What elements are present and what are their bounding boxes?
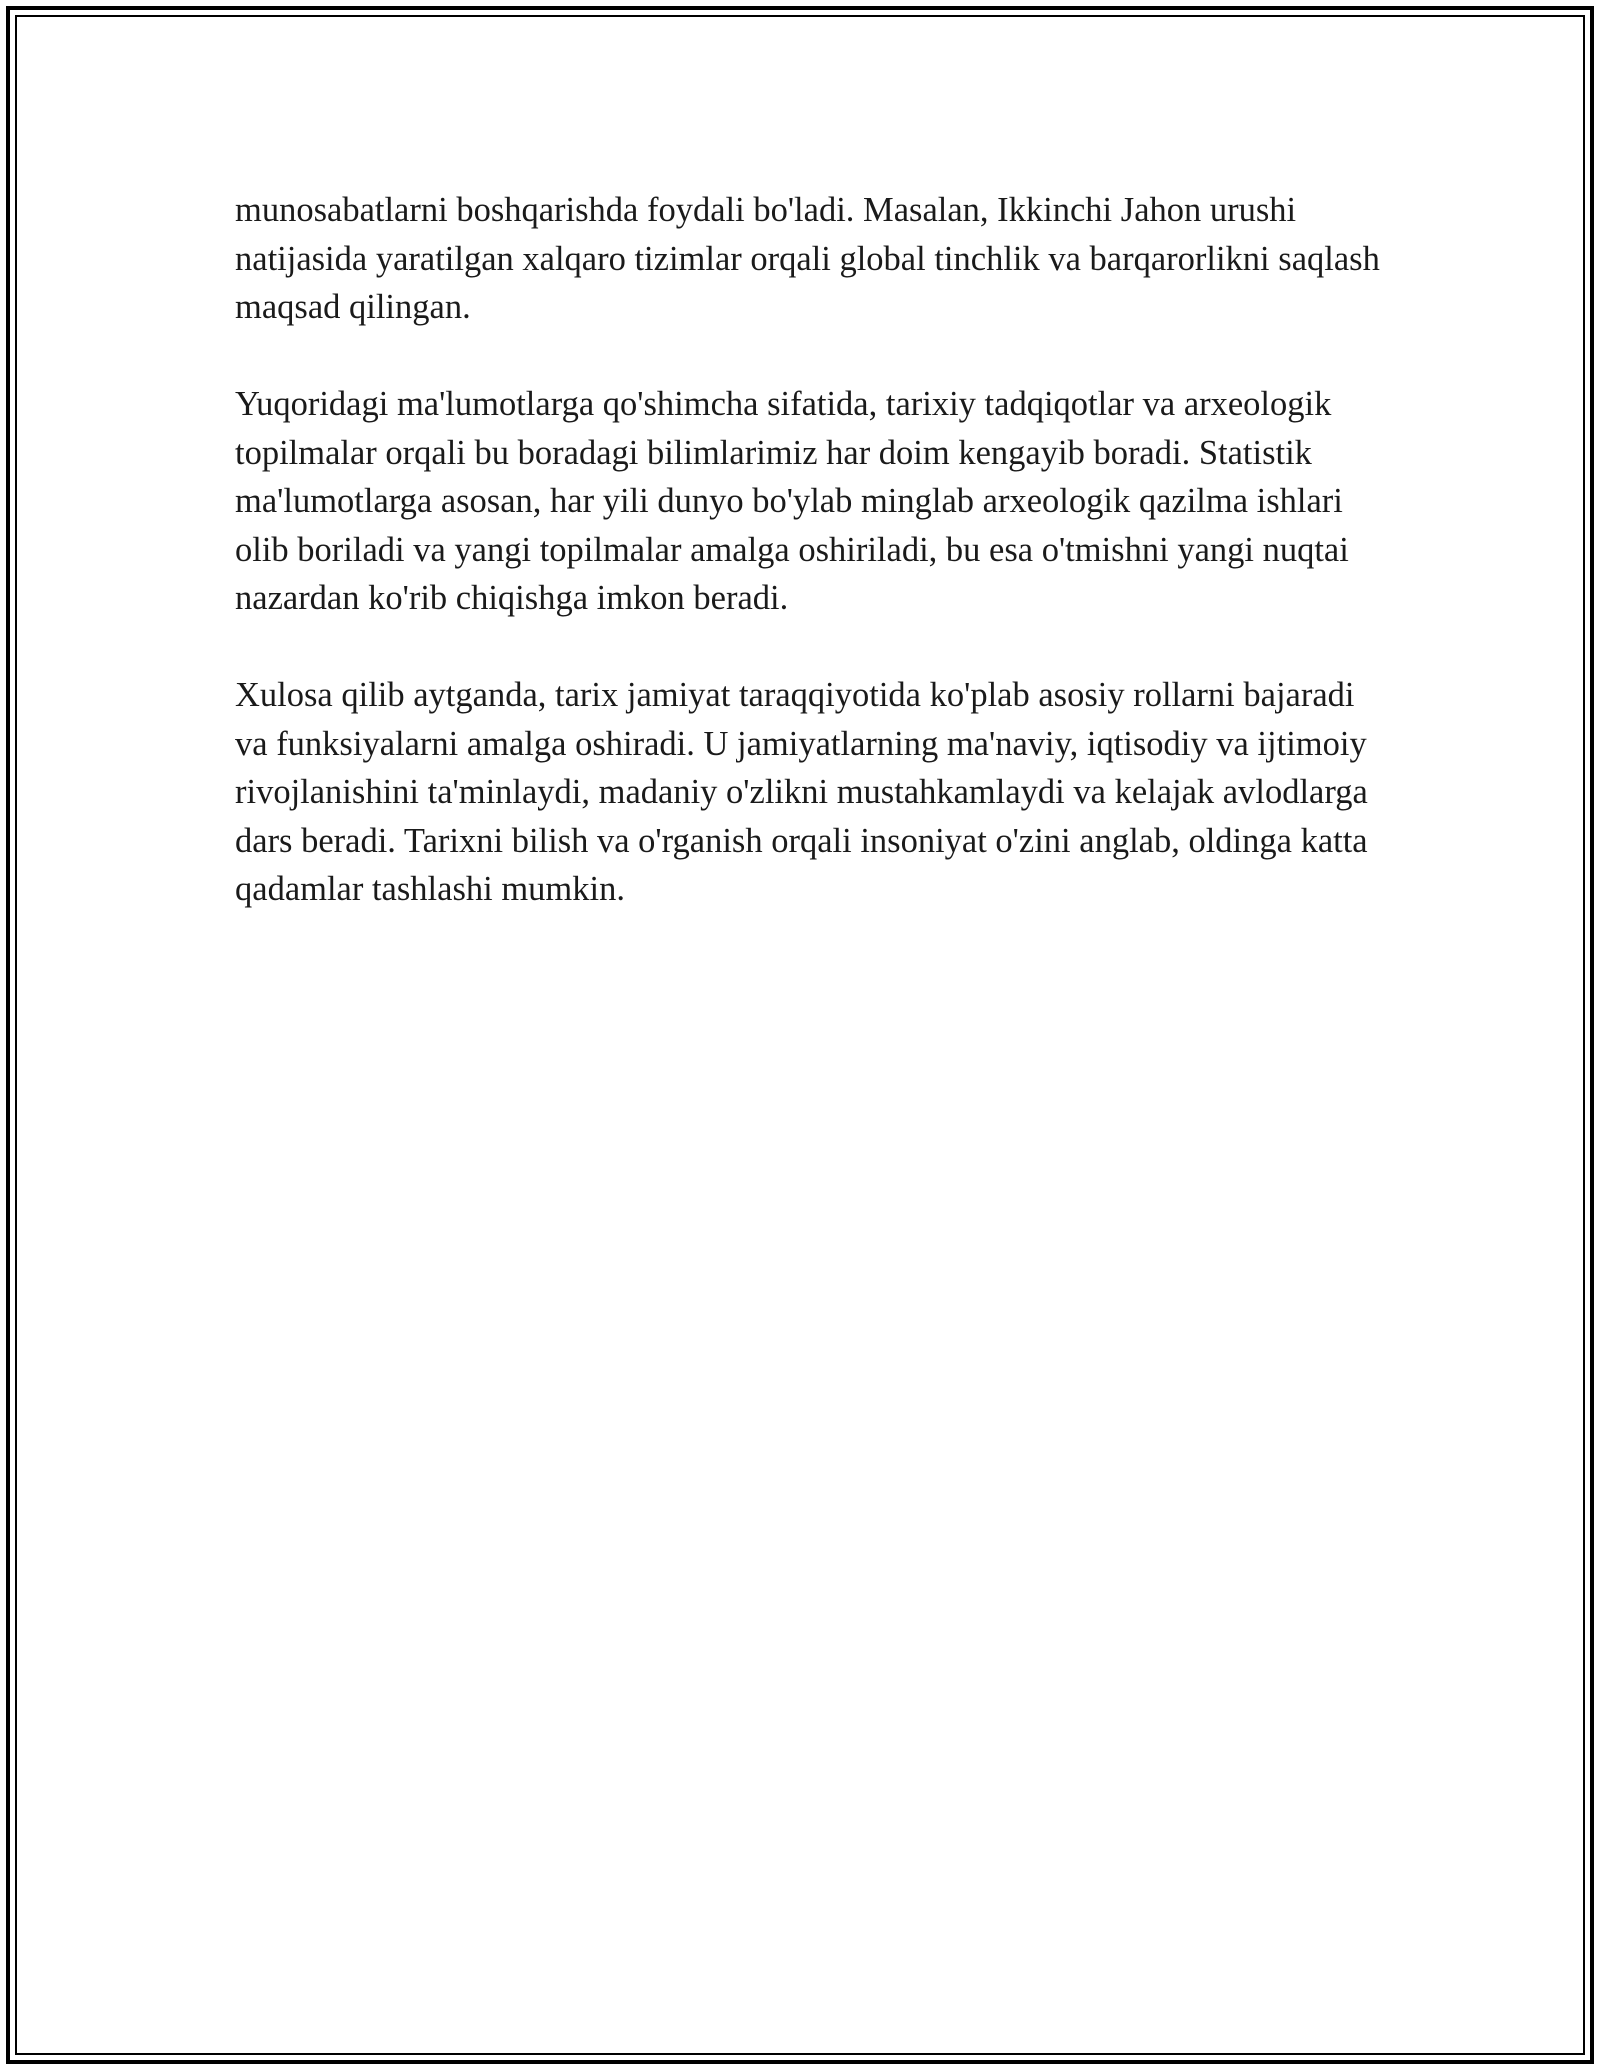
paragraph-2: Yuqoridagi ma'lumotlarga qo'shimcha sifatida, tarixiy tadqiqotlar va arxeologik topilmalar orqali bu boradagi bilimlarimiz har doim kengayib boradi. Statistik ma'lumotlarga asosan, har yili dunyo bo'ylab minglab arxeologik qazilma ishlari olib boriladi va yangi topilmalar amalga oshiriladi, bu esa o'tmishni yangi nuqtai nazardan ko'rib chiqishga imkon beradi. — [235, 385, 1349, 617]
paragraph-3: Xulosa qilib aytganda, tarix jamiyat taraqqiyotida ko'plab asosiy rollarni bajaradi va funksiyalarni amalga oshiradi. U jamiyatlarning ma'naviy, iqtisodiy va ijtimoiy rivojlanishini ta'minlaydi, madaniy o'zlikni mustahkamlaydi va kelajak avlodlarga dars beradi. Tarixni bilish va o'rganish orqali insoniyat o'zini anglab, oldinga katta qadamlar tashlashi mumkin. — [235, 676, 1368, 908]
paragraph-1: munosabatlarni boshqarishda foydali bo'ladi. Masalan, Ikkinchi Jahon urushi natijasida yaratilgan xalqaro tizimlar orqali global tinchlik va barqarorlikni saqlash maqsad qilingan. — [235, 191, 1380, 326]
document-body — [235, 186, 1385, 914]
